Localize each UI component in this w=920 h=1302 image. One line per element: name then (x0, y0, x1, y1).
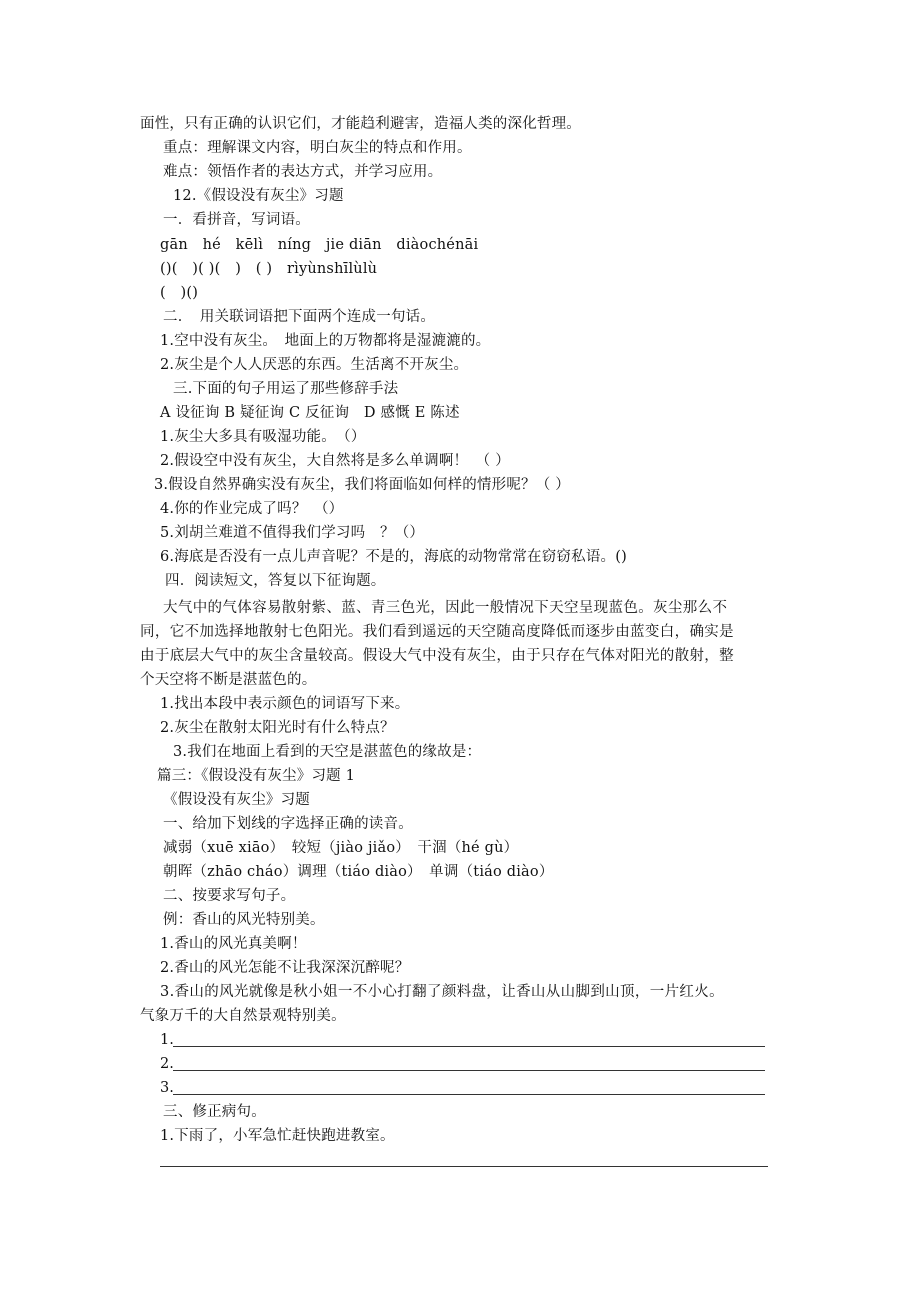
passage-line: 个天空将不断是湛蓝色的。 (140, 672, 317, 688)
answer-number: 1. (160, 1032, 174, 1048)
question-heading: 一．看拼音，写词语。 (163, 212, 310, 228)
question-heading: 四．阅读短文，答复以下征询题。 (165, 573, 386, 589)
example-line: 例：香山的风光特别美。 (163, 912, 325, 928)
answer-number: 2. (160, 1056, 174, 1072)
answer-line (173, 1070, 765, 1071)
answer-line (160, 1166, 768, 1167)
question-item: 2.灰尘是个人人厌恶的东西。生活离不开灰尘。 (160, 357, 469, 373)
question-heading: 二． 用关联词语把下面两个连成一句话。 (163, 309, 436, 325)
example-item: 3.香山的风光就像是秋小姐一不小心打翻了颜料盘，让香山从山脚到山顶，一片红火。 (160, 984, 724, 1000)
options-line: A 设征询 B 疑征询 C 反征询 D 感慨 E 陈述 (160, 405, 460, 421)
exercise-title: 《假设没有灰尘》习题 (163, 792, 310, 808)
question-item: 2.灰尘在散射太阳光时有什么特点？ (160, 720, 395, 736)
question-item: 4.你的作业完成了吗？ （） (160, 501, 344, 517)
question-item: 3.我们在地面上看到的天空是湛蓝色的缘故是： (173, 744, 482, 760)
question-heading: 三.下面的句子用运了那些修辞手法 (173, 381, 399, 397)
answer-line (173, 1046, 765, 1047)
passage-line: 大气中的气体容易散射紫、蓝、青三色光，因此一般情况下天空呈现蓝色。灰尘那么不 (163, 600, 728, 616)
question-heading: 三、修正病句。 (163, 1104, 266, 1120)
question-heading: 二、按要求写句子。 (163, 888, 296, 904)
answer-line (173, 1094, 765, 1095)
question-heading: 一、给加下划线的字选择正确的读音。 (163, 816, 413, 832)
answer-number: 3. (160, 1080, 174, 1096)
example-item: 1.香山的风光真美啊！ (160, 936, 307, 952)
text-line: 面性，只有正确的认识它们，才能趋利避害，造福人类的深化哲理。 (140, 116, 581, 132)
question-item: 1.找出本段中表示颜色的词语写下来。 (160, 696, 410, 712)
pronunciation-line: 减弱（xuē xiāo） 较短（jiào jiǎo） 干涸（hé gù） (163, 840, 519, 856)
passage-line: 由于底层大气中的灰尘含量较高。假设大气中没有灰尘，由于只存在气体对阳光的散射，整 (140, 648, 734, 664)
example-item: 2.香山的风光怎能不让我深深沉醉呢？ (160, 960, 410, 976)
section-title: 篇三：《假设没有灰尘》习题 1 (157, 768, 356, 784)
question-item: 1.下雨了，小军急忙赶快跑进教室。 (160, 1128, 395, 1144)
question-item: 1.灰尘大多具有吸湿功能。 （） (160, 429, 366, 445)
question-item: 6.海底是否没有一点儿声音呢？不是的，海底的动物常常在窃窃私语。() (160, 549, 627, 565)
question-item: 3.假设自然界确实没有灰尘，我们将面临如何样的情形呢？（ ） (154, 477, 570, 493)
pronunciation-line: 朝晖（zhāo cháo）调理（tiáo diào） 单调（tiáo diào） (163, 864, 554, 880)
key-point-line: 重点：理解课文内容，明白灰尘的特点和作用。 (163, 140, 472, 156)
question-item: 2.假设空中没有灰尘，大自然将是多么单调啊！ （ ） (160, 453, 510, 469)
pinyin-blanks-line: ()( )( )( ) ( ) rìyùnshīlùlù (160, 261, 378, 277)
pinyin-blanks-line: ( )() (160, 285, 199, 301)
question-prompt: 气象万千的大自然景观特别美。 (140, 1008, 346, 1024)
question-item: 5.刘胡兰难道不值得我们学习吗 ？（） (160, 525, 425, 541)
question-item: 1.空中没有灰尘。 地面上的万物都将是湿漉漉的。 (160, 333, 491, 349)
section-title: 12.《假设没有灰尘》习题 (173, 188, 344, 204)
difficulty-line: 难点：领悟作者的表达方式，并学习应用。 (163, 164, 443, 180)
pinyin-line: gān hé kēlì níng jie diān diàochénāi (160, 237, 479, 253)
passage-line: 同，它不加选择地散射七色阳光。我们看到遥远的天空随高度降低而逐步由蓝变白，确实是 (140, 624, 734, 640)
